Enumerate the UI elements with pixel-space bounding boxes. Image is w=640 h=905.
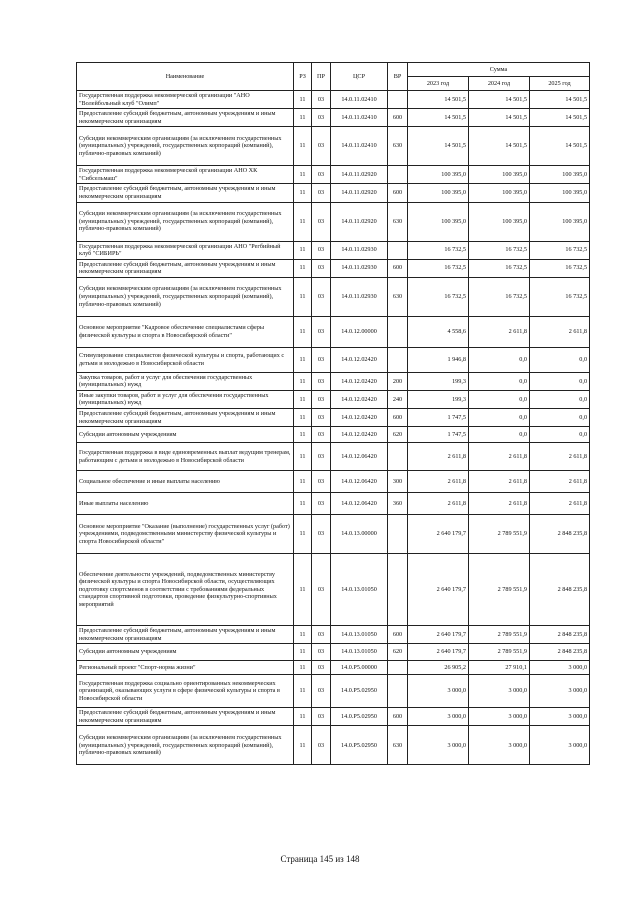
table-row: [77, 708, 590, 726]
cell-vr: [388, 166, 408, 184]
cell-pr: 03: [312, 202, 331, 241]
cell-pr: 03: [312, 372, 331, 390]
cell-y2024: 2 789 551,9: [469, 515, 530, 554]
cell-vr: 630: [388, 202, 408, 241]
cell-rz: 11: [294, 493, 312, 515]
header-2023: 2023 год: [408, 77, 469, 91]
cell-y2023: 2 611,8: [408, 493, 469, 515]
cell-pr: 03: [312, 626, 331, 644]
cell-name: Государственная поддержка некоммерческой организации АНО "Регбийный клуб "СИБИРЬ": [77, 241, 294, 259]
cell-y2025: 100 395,0: [530, 202, 590, 241]
cell-pr: 03: [312, 726, 331, 765]
header-sum: Сумма: [408, 63, 590, 77]
cell-rz: 11: [294, 109, 312, 127]
cell-name: Субсидии некоммерческим организациям (за исключением государственных (муниципальных) учреждений, государственных корпораций (компаний), публично-правовых компаний): [77, 127, 294, 166]
cell-vr: 620: [388, 427, 408, 443]
cell-rz: 11: [294, 316, 312, 347]
cell-csr: 14.0.12.06420: [331, 493, 388, 515]
cell-vr: 600: [388, 409, 408, 427]
cell-vr: 630: [388, 127, 408, 166]
cell-y2023: 3 000,0: [408, 675, 469, 708]
cell-rz: 11: [294, 184, 312, 202]
cell-csr: 14.0.11.02930: [331, 277, 388, 316]
cell-pr: 03: [312, 644, 331, 661]
cell-rz: 11: [294, 390, 312, 408]
cell-rz: 11: [294, 726, 312, 765]
table-row: [77, 515, 590, 554]
cell-y2025: 0,0: [530, 390, 590, 408]
cell-y2023: 16 732,5: [408, 277, 469, 316]
cell-name: Предоставление субсидий бюджетным, автономным учреждениям и иным некоммерческим организациям: [77, 626, 294, 644]
table-row: [77, 316, 590, 347]
cell-y2025: 2 611,8: [530, 443, 590, 471]
cell-y2024: 2 611,8: [469, 443, 530, 471]
cell-y2025: 16 732,5: [530, 259, 590, 277]
budget-table: [76, 62, 590, 765]
cell-pr: 03: [312, 661, 331, 675]
cell-y2024: 100 395,0: [469, 184, 530, 202]
cell-y2024: 2 789 551,9: [469, 644, 530, 661]
cell-vr: [388, 675, 408, 708]
cell-rz: 11: [294, 347, 312, 372]
cell-csr: 14.0.13.01050: [331, 626, 388, 644]
cell-vr: [388, 515, 408, 554]
cell-vr: 360: [388, 493, 408, 515]
header-2024: 2024 год: [469, 77, 530, 91]
cell-y2023: 2 640 179,7: [408, 626, 469, 644]
cell-y2025: 2 848 235,8: [530, 644, 590, 661]
table-row: [77, 259, 590, 277]
cell-y2023: 3 000,0: [408, 726, 469, 765]
cell-rz: 11: [294, 241, 312, 259]
cell-y2024: 16 732,5: [469, 277, 530, 316]
cell-y2024: 14 501,5: [469, 127, 530, 166]
cell-name: Предоставление субсидий бюджетным, автономным учреждениям и иным некоммерческим организациям: [77, 184, 294, 202]
cell-name: Закупка товаров, работ и услуг для обеспечения государственных (муниципальных) нужд: [77, 372, 294, 390]
cell-csr: 14.0.12.02420: [331, 347, 388, 372]
cell-name: Социальное обеспечение и иные выплаты населению: [77, 471, 294, 493]
cell-pr: 03: [312, 390, 331, 408]
cell-rz: 11: [294, 259, 312, 277]
cell-rz: 11: [294, 708, 312, 726]
cell-name: Государственная поддержка социально ориентированных некоммерческих организаций, оказывающих услуги в сфере физической культуры и спорта в Новосибирской области: [77, 675, 294, 708]
cell-vr: [388, 661, 408, 675]
cell-y2024: 3 000,0: [469, 675, 530, 708]
cell-y2025: 3 000,0: [530, 661, 590, 675]
cell-vr: [388, 91, 408, 109]
cell-vr: [388, 241, 408, 259]
cell-name: Предоставление субсидий бюджетным, автономным учреждениям и иным некоммерческим организациям: [77, 409, 294, 427]
cell-pr: 03: [312, 554, 331, 626]
cell-csr: 14.0.11.02920: [331, 202, 388, 241]
cell-y2024: 100 395,0: [469, 202, 530, 241]
cell-rz: 11: [294, 675, 312, 708]
cell-rz: 11: [294, 427, 312, 443]
table-row: [77, 409, 590, 427]
cell-y2024: 14 501,5: [469, 91, 530, 109]
cell-name: Субсидии автономным учреждениям: [77, 644, 294, 661]
cell-y2025: 2 848 235,8: [530, 515, 590, 554]
cell-pr: 03: [312, 471, 331, 493]
header-csr: ЦСР: [331, 63, 388, 91]
cell-name: Государственная поддержка некоммерческой организации АНО ХК "Сибсельмаш": [77, 166, 294, 184]
header-name: Наименование: [77, 63, 294, 91]
cell-name: Региональный проект "Спорт-норма жизни": [77, 661, 294, 675]
table-row: [77, 241, 590, 259]
cell-vr: 600: [388, 708, 408, 726]
cell-csr: 14.0.11.02920: [331, 184, 388, 202]
cell-rz: 11: [294, 554, 312, 626]
cell-rz: 11: [294, 91, 312, 109]
table-row: [77, 471, 590, 493]
cell-csr: 14.0.12.02420: [331, 372, 388, 390]
cell-y2023: 100 395,0: [408, 184, 469, 202]
cell-y2023: 14 501,5: [408, 109, 469, 127]
cell-rz: 11: [294, 661, 312, 675]
cell-y2023: 1 747,5: [408, 409, 469, 427]
cell-y2025: 14 501,5: [530, 109, 590, 127]
cell-vr: 240: [388, 390, 408, 408]
cell-y2023: 2 640 179,7: [408, 554, 469, 626]
cell-y2025: 14 501,5: [530, 91, 590, 109]
cell-vr: 630: [388, 277, 408, 316]
cell-vr: [388, 554, 408, 626]
table-row: [77, 626, 590, 644]
cell-csr: 14.0.11.02930: [331, 259, 388, 277]
cell-csr: 14.0.11.02410: [331, 91, 388, 109]
cell-vr: 600: [388, 184, 408, 202]
cell-y2023: 199,3: [408, 372, 469, 390]
cell-y2024: 2 611,8: [469, 316, 530, 347]
cell-csr: 14.0.12.02420: [331, 427, 388, 443]
cell-y2025: 0,0: [530, 372, 590, 390]
cell-y2024: 0,0: [469, 390, 530, 408]
cell-y2024: 27 910,1: [469, 661, 530, 675]
cell-vr: 600: [388, 259, 408, 277]
cell-y2025: 3 000,0: [530, 726, 590, 765]
table-row: [77, 184, 590, 202]
cell-y2023: 14 501,5: [408, 91, 469, 109]
cell-pr: 03: [312, 184, 331, 202]
cell-y2024: 2 611,8: [469, 493, 530, 515]
cell-rz: 11: [294, 166, 312, 184]
cell-name: Предоставление субсидий бюджетным, автономным учреждениям и иным некоммерческим организациям: [77, 708, 294, 726]
cell-y2025: 3 000,0: [530, 675, 590, 708]
cell-name: Субсидии некоммерческим организациям (за исключением государственных (муниципальных) учреждений, государственных корпораций (компаний), публично-правовых компаний): [77, 202, 294, 241]
cell-y2023: 4 558,6: [408, 316, 469, 347]
table-row: [77, 427, 590, 443]
table-row: [77, 443, 590, 471]
cell-name: Субсидии некоммерческим организациям (за исключением государственных (муниципальных) учреждений, государственных корпораций (компаний), публично-правовых компаний): [77, 277, 294, 316]
cell-y2023: 2 640 179,7: [408, 515, 469, 554]
cell-name: Основное мероприятие "Кадровое обеспечение специалистами сферы физической культуры и спорта в Новосибирской области": [77, 316, 294, 347]
table-header: [77, 63, 590, 91]
cell-pr: 03: [312, 259, 331, 277]
cell-csr: 14.0.11.02920: [331, 166, 388, 184]
cell-vr: [388, 316, 408, 347]
cell-vr: [388, 443, 408, 471]
cell-rz: 11: [294, 277, 312, 316]
cell-y2025: 100 395,0: [530, 184, 590, 202]
cell-vr: 300: [388, 471, 408, 493]
cell-csr: 14.0.11.02930: [331, 241, 388, 259]
cell-y2025: 0,0: [530, 427, 590, 443]
cell-y2023: 3 000,0: [408, 708, 469, 726]
cell-y2025: 14 501,5: [530, 127, 590, 166]
cell-y2024: 2 789 551,9: [469, 626, 530, 644]
cell-y2025: 0,0: [530, 409, 590, 427]
cell-name: Иные закупки товаров, работ и услуг для обеспечения государственных (муниципальных) нужд: [77, 390, 294, 408]
cell-pr: 03: [312, 409, 331, 427]
cell-csr: 14.0.12.02420: [331, 409, 388, 427]
cell-pr: 03: [312, 109, 331, 127]
cell-csr: 14.0.13.01050: [331, 644, 388, 661]
cell-name: Обеспечение деятельности учреждений, подведомственных министерству физической культуры и спорта Новосибирской области, осуществляющих подготовку спортсменов в соответствии с требованиями федеральных стандартов спортивной подготовки, проведение физкультурно-спортивных мероприятий: [77, 554, 294, 626]
cell-y2024: 2 789 551,9: [469, 554, 530, 626]
cell-csr: 14.0.P5.02950: [331, 726, 388, 765]
cell-csr: 14.0.13.00000: [331, 515, 388, 554]
cell-rz: 11: [294, 372, 312, 390]
cell-y2024: 100 395,0: [469, 166, 530, 184]
table-row: [77, 347, 590, 372]
cell-name: Иные выплаты населению: [77, 493, 294, 515]
cell-csr: 14.0.13.01050: [331, 554, 388, 626]
cell-pr: 03: [312, 708, 331, 726]
header-pr: ПР: [312, 63, 331, 91]
cell-y2025: 100 395,0: [530, 166, 590, 184]
cell-y2023: 199,3: [408, 390, 469, 408]
cell-rz: 11: [294, 409, 312, 427]
header-2025: 2025 год: [530, 77, 590, 91]
cell-y2025: 0,0: [530, 347, 590, 372]
cell-y2023: 2 611,8: [408, 443, 469, 471]
cell-rz: 11: [294, 515, 312, 554]
cell-csr: 14.0.P5.02950: [331, 708, 388, 726]
cell-name: Предоставление субсидий бюджетным, автономным учреждениям и иным некоммерческим организациям: [77, 259, 294, 277]
cell-y2023: 100 395,0: [408, 202, 469, 241]
cell-y2025: 2 611,8: [530, 471, 590, 493]
cell-pr: 03: [312, 277, 331, 316]
table-row: [77, 166, 590, 184]
cell-pr: 03: [312, 675, 331, 708]
cell-rz: 11: [294, 202, 312, 241]
cell-rz: 11: [294, 644, 312, 661]
cell-y2025: 2 611,8: [530, 316, 590, 347]
cell-y2023: 16 732,5: [408, 241, 469, 259]
cell-y2024: 0,0: [469, 347, 530, 372]
cell-y2025: 2 611,8: [530, 493, 590, 515]
cell-y2023: 2 611,8: [408, 471, 469, 493]
cell-y2023: 100 395,0: [408, 166, 469, 184]
cell-pr: 03: [312, 493, 331, 515]
cell-pr: 03: [312, 91, 331, 109]
table-row: [77, 127, 590, 166]
table-row: [77, 644, 590, 661]
cell-y2024: 14 501,5: [469, 109, 530, 127]
cell-name: Государственная поддержка в виде единовременных выплат ведущим тренерам, работающим с детьми и молодежью в Новосибирской области: [77, 443, 294, 471]
cell-y2023: 14 501,5: [408, 127, 469, 166]
cell-y2025: 2 848 235,8: [530, 626, 590, 644]
cell-name: Стимулирование специалистов физической культуры и спорта, работающих с детьми и молодежью в Новосибирской области: [77, 347, 294, 372]
cell-y2023: 2 640 179,7: [408, 644, 469, 661]
cell-rz: 11: [294, 626, 312, 644]
cell-pr: 03: [312, 427, 331, 443]
cell-pr: 03: [312, 443, 331, 471]
cell-vr: 200: [388, 372, 408, 390]
cell-y2024: 16 732,5: [469, 241, 530, 259]
cell-name: Основное мероприятие "Оказание (выполнение) государственных услуг (работ) учреждениями, подведомственными министерству физической культуры и спорта Новосибирской области": [77, 515, 294, 554]
table-row: [77, 726, 590, 765]
cell-y2024: 0,0: [469, 372, 530, 390]
cell-y2023: 1 946,8: [408, 347, 469, 372]
cell-rz: 11: [294, 127, 312, 166]
table-row: [77, 493, 590, 515]
cell-name: Субсидии автономным учреждениям: [77, 427, 294, 443]
table-row: [77, 390, 590, 408]
cell-pr: 03: [312, 515, 331, 554]
cell-y2024: 2 611,8: [469, 471, 530, 493]
table-row: [77, 554, 590, 626]
cell-y2025: 16 732,5: [530, 277, 590, 316]
table-row: [77, 91, 590, 109]
cell-name: Государственная поддержка некоммерческой организации "АНО "Волейбольный клуб "Олимп": [77, 91, 294, 109]
cell-rz: 11: [294, 443, 312, 471]
cell-name: Субсидии некоммерческим организациям (за исключением государственных (муниципальных) учреждений, государственных корпораций (компаний), публично-правовых компаний): [77, 726, 294, 765]
cell-y2025: 16 732,5: [530, 241, 590, 259]
cell-name: Предоставление субсидий бюджетным, автономным учреждениям и иным некоммерческим организациям: [77, 109, 294, 127]
cell-csr: 14.0.P5.02950: [331, 675, 388, 708]
cell-pr: 03: [312, 127, 331, 166]
cell-pr: 03: [312, 316, 331, 347]
cell-vr: 600: [388, 109, 408, 127]
cell-y2023: 26 905,2: [408, 661, 469, 675]
table-row: [77, 372, 590, 390]
cell-y2024: 3 000,0: [469, 708, 530, 726]
cell-y2024: 16 732,5: [469, 259, 530, 277]
cell-vr: 620: [388, 644, 408, 661]
table-row: [77, 109, 590, 127]
table-row: [77, 202, 590, 241]
cell-csr: 14.0.11.02410: [331, 109, 388, 127]
cell-csr: 14.0.12.06420: [331, 443, 388, 471]
header-vr: ВР: [388, 63, 408, 91]
cell-csr: 14.0.12.06420: [331, 471, 388, 493]
cell-y2024: 3 000,0: [469, 726, 530, 765]
cell-y2023: 16 732,5: [408, 259, 469, 277]
cell-vr: [388, 347, 408, 372]
cell-csr: 14.0.P5.00000: [331, 661, 388, 675]
cell-csr: 14.0.12.00000: [331, 316, 388, 347]
cell-vr: 600: [388, 626, 408, 644]
cell-rz: 11: [294, 471, 312, 493]
cell-pr: 03: [312, 241, 331, 259]
table-row: [77, 661, 590, 675]
cell-y2024: 0,0: [469, 409, 530, 427]
cell-csr: 14.0.11.02410: [331, 127, 388, 166]
table-body: [77, 91, 590, 765]
cell-vr: 630: [388, 726, 408, 765]
cell-y2024: 0,0: [469, 427, 530, 443]
table-row: [77, 675, 590, 708]
table-row: [77, 277, 590, 316]
cell-y2025: 2 848 235,8: [530, 554, 590, 626]
cell-csr: 14.0.12.02420: [331, 390, 388, 408]
cell-y2023: 1 747,5: [408, 427, 469, 443]
cell-pr: 03: [312, 347, 331, 372]
page-number: Страница 145 из 148: [280, 854, 360, 864]
header-rz: РЗ: [294, 63, 312, 91]
cell-pr: 03: [312, 166, 331, 184]
cell-y2025: 3 000,0: [530, 708, 590, 726]
